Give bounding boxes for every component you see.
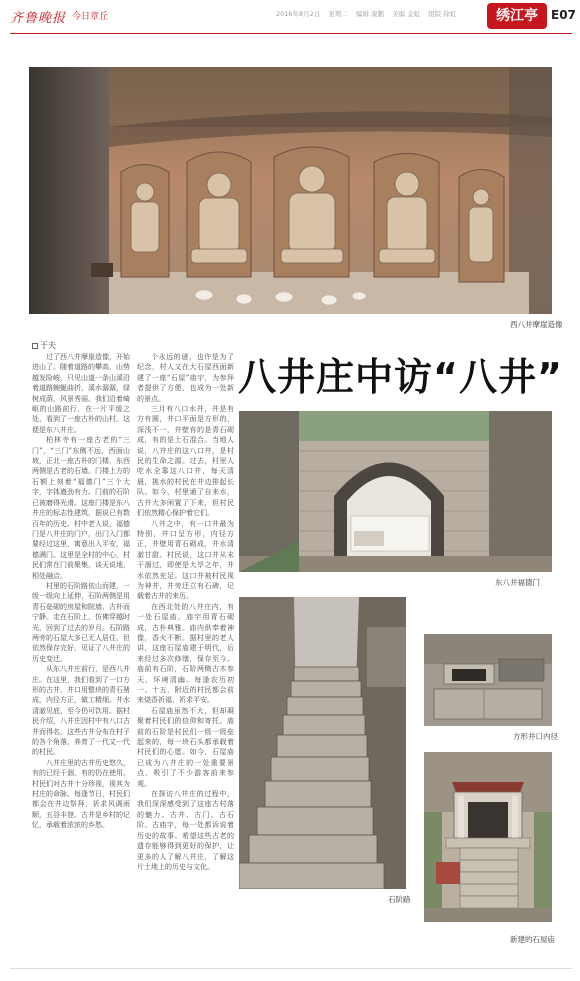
article-headline: 八井庄中访“八井” — [238, 355, 563, 399]
caption-stone-gate: 东八井福德门 — [495, 578, 540, 587]
issue-weekday: 星期二 — [328, 10, 348, 18]
byline — [32, 340, 56, 351]
byline-marker-icon — [32, 343, 38, 349]
designer-credit: 美编 金虹 — [392, 10, 421, 18]
editor-credit: 编辑 康鹏 — [355, 10, 385, 18]
footer-rule — [10, 968, 572, 969]
article-paragraph: 从东八井庄前行，是西八井庄。在这里，我们看到了一口方形的古井，井口用整块的青石凿成，内径方正，做工精细。井水清澈见底，至今仍可饮用。据村民介绍，八井庄因村中有八口古井而得名，这些古井分布在村子的各个角落，养育了一代又一代的村民。 — [32, 665, 130, 757]
article-column-1 — [32, 352, 130, 957]
page-number: E07 — [551, 8, 576, 22]
caption-stone-steps: 石阶路 — [388, 895, 411, 904]
article-paragraph: 八井之中，有一口井最为特别，井口呈方形，内径方正，井壁用青石砌成，井水清澈甘甜。村民说，这口井从未干涸过，即使是大旱之年，井水依然充足。这口井被村民视为神井，井旁还立有石碑，记载着古井的来历。 — [137, 519, 234, 601]
byline-author: 于夫 — [40, 341, 56, 350]
header-rule — [10, 33, 572, 34]
article-paragraph: 个永远的谜，也许是为了纪念，村人又在大石屋西面新建了一座“石屋”庙宇，为参拜者提供了方便，也成为一处新的景点。 — [137, 353, 234, 403]
article-paragraph: 在探访八井庄的过程中，我们深深感受到了这座古村落的魅力。古井、古门、古石阶、古庙宇，每一处都诉说着历史的故事。希望这些古老的遗存能够得到更好的保护，让更多的人了解八井庄，了解这片土地上的历史与文化。 — [137, 790, 234, 871]
newspaper-logo: 齐鲁晚报 — [10, 11, 67, 26]
proofreader-credit: 组版 徐虹 — [428, 10, 457, 18]
square-well-photo — [424, 634, 552, 726]
article-paragraph: 过了西八井摩崖造像，开始进山了。随着道路的攀高，山势越发险峻，只见山道一条山溪沿着道路蜿蜒曲折，溪水潺潺，绿树成荫，风景秀丽。我们沿着崎岖的山路前行，在一片平缓之处，看到了一座古朴的山村，这便是东八井庄。 — [32, 353, 130, 434]
article-paragraph: 柏林寺有一座古老的“三门”，“三门”东侧不远，西面山坡，正北一座古朴的门楼，东西两侧是古老的石墙。门楼上方的石额上刻着“福德门”三个大字，字体遒劲有力。门前的石阶已被磨得光滑。这座门楼是东八井庄的标志性建筑，据说已有数百年的历史。村中老人说，福德门是八井庄的门户，出门入门都要经过这里，寓意出入平安，福德满门。这里是全村的中心，村民们常在门前聚集，谈天说地，相处融洽。 — [32, 436, 130, 580]
article-paragraph: 三月有八口水井，井是有方有圆，井口平面是方形的，深浅不一，井壁有的是青石砌成，有的是土石混合。当地人说，八井庄的这八口井，是村民的生命之源。过去，村里人吃水全靠这八口井，每天清晨，挑水的村民在井边排起长队。如今，村里通了自来水，古井大多闲置了下来，但村民们依然精心保护着它们。 — [137, 405, 234, 518]
edition-name: 今日章丘 — [72, 12, 109, 22]
stone-gate-illustration — [239, 411, 552, 572]
square-well-illustration — [424, 634, 552, 726]
cliff-statues-illustration — [29, 67, 552, 314]
cliff-statues-photo — [29, 67, 552, 314]
article-paragraph: 在西北处的八井庄内，有一处石屋庙，庙宇用青石砌成，古朴典雅。庙内供奉着神像，香火不断。据村里的老人讲，这座石屋庙建于明代，后来经过多次修缮，保存至今。庙前有石阶，石阶两侧古木参天，环境清幽。每逢农历初一、十五，附近的村民都会前来烧香祈福，祈求平安。 — [137, 602, 234, 705]
stone-shrine-photo — [424, 752, 552, 922]
article-paragraph: 八井庄里的古井历史悠久，有的已经干涸，有的仍在使用。村民们对古井十分珍视，视其为村庄的命脉。每逢节日，村民们都会在井边祭拜，祈求风调雨顺，五谷丰登。古井是乡村的记忆，承载着浓浓的乡愁。 — [32, 758, 130, 830]
stone-shrine-illustration — [424, 752, 552, 922]
article-paragraph: 石屋庙虽然不大，但却凝聚着村民们的信仰和寄托。庙前的石阶是村民们一级一级垒起来的，每一块石头都承载着村民们的心愿。如今，石屋庙已成为八井庄的一处重要景点，吸引了不少游客前来参观。 — [137, 706, 234, 788]
caption-square-well: 方形井口内径 — [513, 732, 558, 741]
caption-stone-shrine: 新建的石屋庙 — [510, 935, 555, 944]
stone-steps-illustration — [239, 597, 406, 889]
stone-steps-photo — [239, 597, 406, 889]
caption-cliff-statues: 西八井摩崖造像 — [510, 320, 563, 329]
article-paragraph: 村里的石阶路依山而建，一级一级向上延伸，石阶两侧是用青石垒砌的房屋和院墙，古朴而宁静。走在石阶上，仿佛穿越时光，回到了过去的岁月。石阶路两旁的石屋大多已无人居住，但依然保存完好，见证了八井庄的历史变迁。 — [32, 581, 130, 663]
stone-gate-photo — [239, 411, 552, 572]
article-column-2 — [137, 352, 234, 957]
issue-info — [276, 9, 462, 18]
masthead — [0, 0, 580, 34]
issue-date: 2016年8月2日 — [276, 10, 321, 18]
section-tab: 绣江亭 — [487, 3, 547, 29]
